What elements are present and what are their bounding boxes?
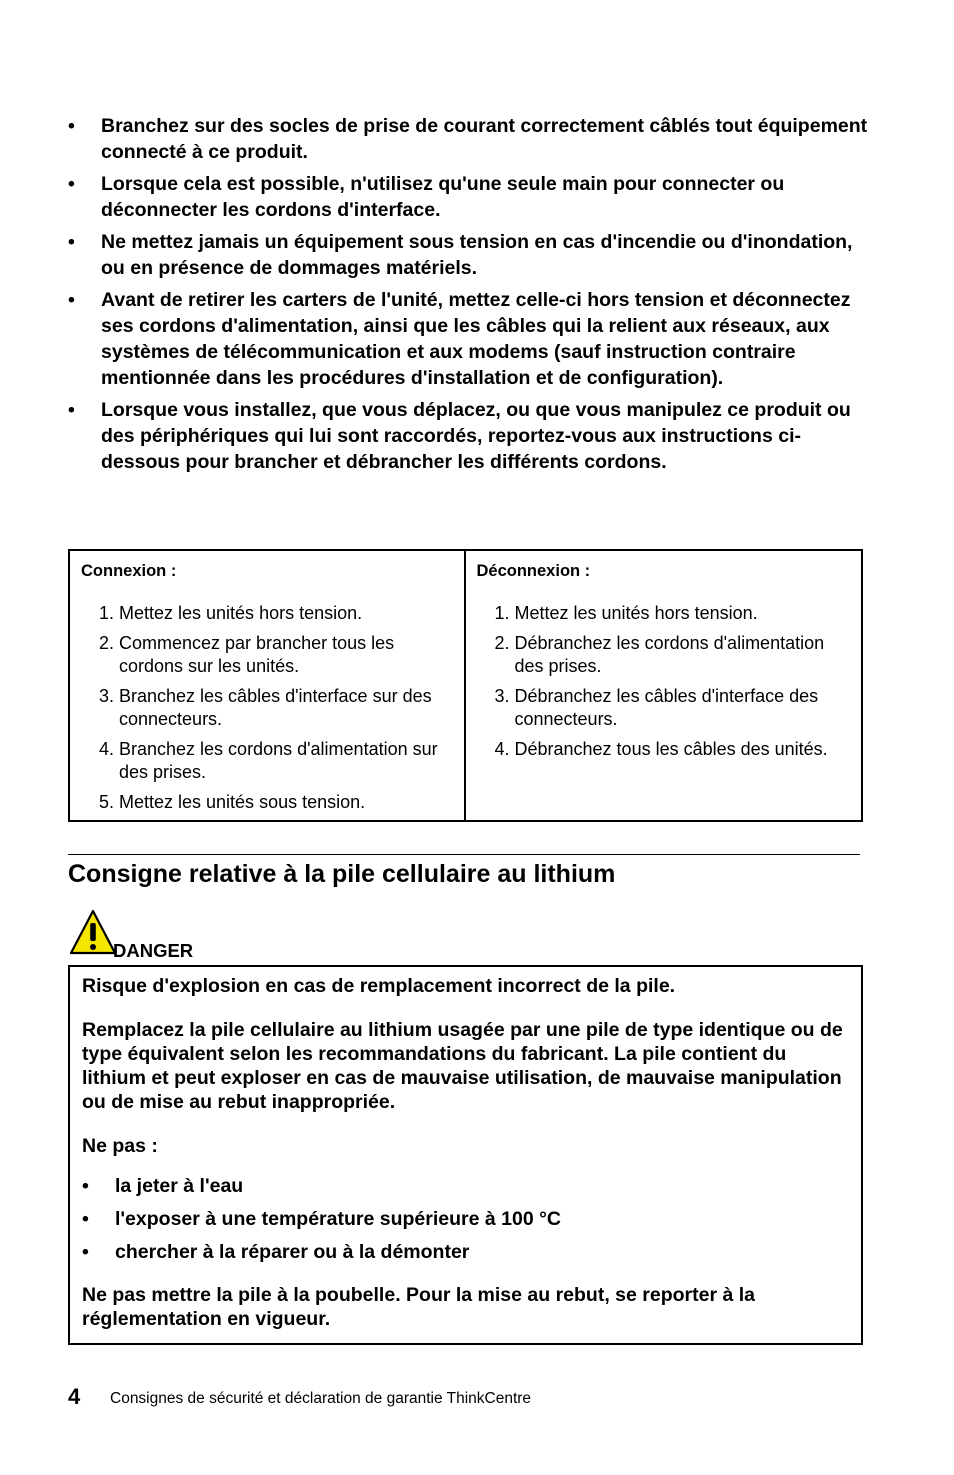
bullet-item: • Branchez sur des socles de prise de courant correctement câblés tout équipement connecté à ce produit. [68,115,868,163]
list-item: 4. Branchez les cordons d'alimentation sur des prises. [119,738,452,784]
section-title: Consigne relative à la pile cellulaire au lithium [68,860,616,888]
danger-paragraph: Ne pas : [82,1135,158,1157]
list-item: • l'exposer à une température supérieure à 100 °C [82,1208,561,1230]
safety-bullet-list [68,113,868,481]
deconnexion-steps [477,602,850,761]
deconnexion-title: Déconnexion : [476,562,591,580]
connection-table [68,549,863,822]
footer-text: Consignes de sécurité et déclaration de garantie ThinkCentre [110,1390,532,1407]
warning-triangle-icon [69,909,117,955]
list-item: • la jeter à l'eau [82,1175,244,1197]
list-item: 3. Branchez les câbles d'interface sur des connecteurs. [119,685,452,731]
bullet-item: • Lorsque vous installez, que vous déplacez, ou que vous manipulez ce produit ou des périphériques qui lui sont raccordés, reportez-vous aux instructions ci-dessous pour brancher et débrancher les différents cordons. [68,399,851,473]
danger-paragraph: Risque d'explosion en cas de remplacement incorrect de la pile. [82,975,676,997]
danger-list [82,1174,842,1273]
page-number: 4 [68,1384,81,1409]
danger-box [68,965,863,1345]
bullet-item: • Lorsque cela est possible, n'utilisez qu'une seule main pour connecter ou déconnecter les cordons d'interface. [68,173,785,221]
list-item: 1. Mettez les unités hors tension. [515,602,850,625]
section-divider [68,854,860,855]
list-item: • chercher à la réparer ou à la démonter [82,1241,470,1263]
danger-paragraph: Ne pas mettre la pile à la poubelle. Pour la mise au rebut, se reporter à la réglementation en vigueur. [82,1284,755,1330]
bullet-item: • Ne mettez jamais un équipement sous tension en cas d'incendie ou d'inondation, ou en présence de dommages matériels. [68,231,853,279]
connexion-steps [81,602,452,814]
list-item: 3. Débranchez les câbles d'interface des connecteurs. [515,685,850,731]
list-item: 5. Mettez les unités sous tension. [119,791,452,814]
list-item: 2. Commencez par brancher tous les cordons sur les unités. [119,632,452,678]
deconnexion-column [466,551,862,820]
connexion-column [70,551,466,820]
list-item: 1. Mettez les unités hors tension. [119,602,452,625]
list-item: 2. Débranchez les cordons d'alimentation des prises. [515,632,850,678]
danger-label: DANGER [113,940,194,961]
connexion-title: Connexion : [81,562,177,580]
bullet-item: • Avant de retirer les carters de l'unité, mettez celle-ci hors tension et déconnectez ses cordons d'alimentation, ainsi que les câbles qui la relient aux réseaux, aux systèmes de télécommunication et aux modems (sauf instruction contraire mentionnée dans les procédures d'installation et de configuration). [68,289,851,389]
list-item: 4. Débranchez tous les câbles des unités. [515,738,850,761]
danger-paragraph: Remplacez la pile cellulaire au lithium usagée par une pile de type identique ou de type équivalent selon les recommandations du fabricant. La pile contient du lithium et peut exploser en cas de mauvaise utilisation, de mauvaise manipulation ou de mise au rebut inappropriée. [82,1019,843,1113]
